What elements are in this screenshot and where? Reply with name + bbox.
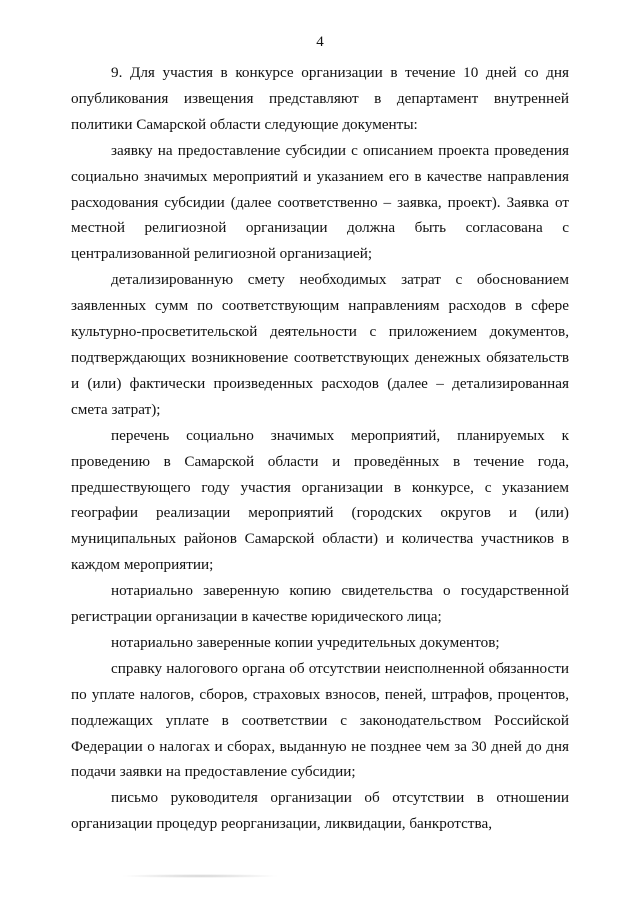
paragraph-documents-intro: 9. Для участия в конкурсе организации в течение 10 дней со дня опубликования извещения представляют в департамент внутренней политики Самарской области следующие документы: [71, 64, 569, 133]
paragraph-founding-documents: нотариально заверенные копии учредительных документов; [111, 633, 500, 651]
paragraph-cost-estimate: детализированную смету необходимых затрат с обоснованием заявленных сумм по соответствующим направлениям расходов в сфере культурно-просветительской деятельности с приложением документов, подтверждающих возникновение соответствующих денежных обязательств и (или) фактически произведенных расходов (далее – детализированная смета затрат); [71, 271, 569, 418]
paragraph-director-letter: письмо руководителя организации об отсутствии в отношении организации процедур реорганизации, ликвидации, банкротства, [71, 789, 569, 833]
scan-smudge [120, 874, 280, 878]
document-body [71, 60, 569, 837]
paragraph-tax-certificate: справку налогового органа об отсутствии неисполненной обязанности по уплате налогов, сборов, страховых взносов, пеней, штрафов, процентов, подлежащих уплате в соответствии с законодательством Российской Федерации о налогах и сборах, выданную не позднее чем за 30 дней до дня подачи заявки на предоставление субсидии; [71, 659, 569, 781]
paragraph-registration-copy: нотариально заверенную копию свидетельства о государственной регистрации организации в качестве юридического лица; [71, 582, 569, 626]
paragraph-events-list: перечень социально значимых мероприятий, планируемых к проведению в Самарской области и проведённых в течение года, предшествующего году участия организации в конкурсе, с указанием географии реализации мероприятий (городских округов и (или) муниципальных районов Самарской области) и количества участников в каждом мероприятии; [71, 426, 569, 574]
paragraph-application: заявку на предоставление субсидии с описанием проекта проведения социально значимых мероприятий и указанием его в качестве направления расходования субсидии (далее соответственно – заявка, проект). Заявка от местной религиозной организации должна быть согласована с централизованной религиозной организацией; [71, 141, 569, 263]
page-number: 4 [316, 34, 324, 50]
